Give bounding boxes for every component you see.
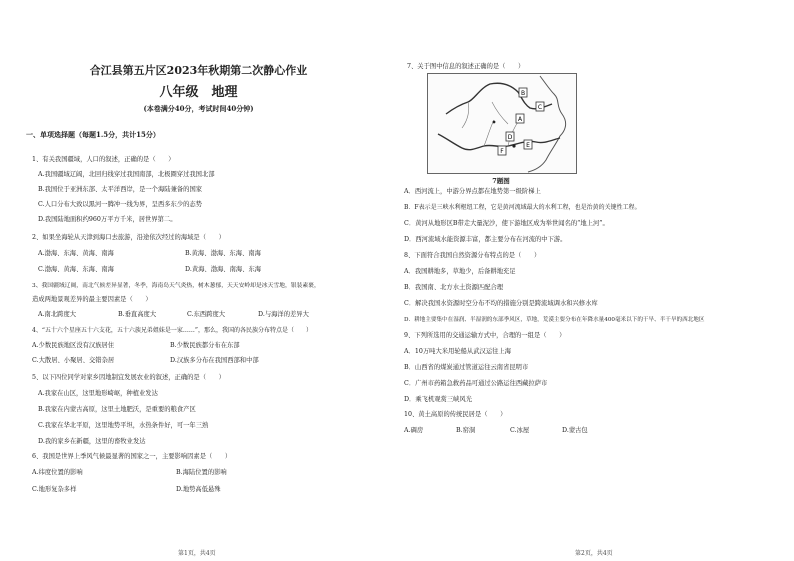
option-10a: A.碉房 <box>404 427 424 434</box>
option-1d: D.我国陆地面积约960万平方千米，居世界第二。 <box>38 216 177 223</box>
option-6a: A.纬度位置的影响 <box>32 469 83 476</box>
option-2a: A.渤海、东海、黄海、南海 <box>38 250 114 257</box>
map-label-b: B <box>520 90 526 97</box>
exam-title: 合江县第五片区2023年秋期第二次静心作业 <box>89 64 308 77</box>
page-footer-2: 第2页，共4页 <box>575 550 613 557</box>
option-5b: B.我家在内蒙古高原，这里土地肥沃，是重要的粮食产区 <box>38 406 196 413</box>
option-9d: D．乘飞机观赏三峡风光 <box>404 396 473 403</box>
option-3a: A.南北跨度大 <box>38 311 77 318</box>
option-8b: B．我国南、北方水土资源匹配合理 <box>404 284 504 291</box>
option-4b: B.少数民族都分布在东部 <box>170 342 240 349</box>
option-9a: A．10万吨大米用轮船从武汉运往上海 <box>404 348 512 355</box>
page-footer-1: 第1页，共4页 <box>178 550 216 557</box>
option-9b: B．山西省的煤炭通过管道运往云南省昆明市 <box>404 364 529 371</box>
question-2: 2、如果坐海轮从天津到海口去旅游，沿途依次经过的海域是（ ） <box>32 234 225 241</box>
river-map-figure <box>427 73 577 174</box>
option-10c: C.冰屋 <box>510 427 530 434</box>
map-label-c: C <box>537 104 543 111</box>
option-2c: C.渤海、黄海、东海、南海 <box>38 266 114 273</box>
option-2b: B.黄海、渤海、东海、南海 <box>185 250 261 257</box>
question-4: 4、“五十六个星座五十六支花，五十六族兄弟姐妹是一家……”，那么，我国的各民族分布特点是（ ） <box>32 327 312 334</box>
option-8a: A．我国耕地多，草地少，后备耕地充足 <box>404 268 516 275</box>
question-5: 5、以下四位同学对家乡因地制宜发展农业的叙述，正确的是（ ） <box>32 374 225 381</box>
option-3b: B.垂直高度大 <box>118 311 157 318</box>
option-5d: D.我的家乡在新疆，这里的畜牧业发达 <box>38 438 146 445</box>
map-caption: 7题图 <box>492 177 510 185</box>
option-5c: C.我家在华北平原，这里地势平坦，水热条件好，可一年三熟 <box>38 422 209 429</box>
option-7d: D．西河流域水能资源丰富，都主要分布在河流的中下游。 <box>404 236 567 243</box>
question-9: 9、下列所选用的交通运输方式中，合理的一组是（ ） <box>404 332 566 339</box>
option-1b: B.我国位于亚洲东部、太平洋西岸，是一个海陆兼备的国家 <box>38 186 203 193</box>
option-7b: B．F表示是三峡水利枢纽工程，它是黄河流域最大的水利工程，也是治黄的关键性工程。 <box>404 204 641 211</box>
option-4c: C.大散居、小聚居、交错杂居 <box>32 357 115 364</box>
question-1: 1、有关我国疆域，人口的叙述，正确的是（ ） <box>32 156 175 163</box>
option-4d: D.汉族多分布在我国西部和中部 <box>170 357 259 364</box>
map-label-f: F <box>500 148 504 155</box>
option-3d: D.与海洋的差异大 <box>258 311 309 318</box>
question-6: 6、我国是世界上季风气候最显著的国家之一，主要影响因素是（ ） <box>32 453 232 460</box>
option-9c: C．广州市药箱急救药品可通过公路运往西藏拉萨市 <box>404 380 548 387</box>
option-5a: A.我家在山区，这里地形崎岖，种植业发达 <box>38 390 158 397</box>
option-1c: C.人口分布大致以黑河一腾冲一线为界，呈西多东少的态势 <box>38 201 203 208</box>
option-7a: A．西河流上，中游分界点都在地势第一级阶梯上 <box>404 188 541 195</box>
question-8: 8、下面符合我国自然资源分布特点的是（ ） <box>404 252 541 259</box>
option-7c: C．黄河从地形区B带走大量泥沙，使下游地区成为举世闻名的“地上河”。 <box>404 220 609 227</box>
option-6c: C.地形复杂多样 <box>32 486 77 493</box>
option-6d: D.地势高低悬殊 <box>176 486 221 493</box>
map-label-a: A <box>517 116 523 123</box>
map-label-e: E <box>526 142 530 149</box>
question-3-cont: 造成两地景观差异的最主要因素是（ ） <box>32 296 152 303</box>
option-10d: D.蒙古包 <box>562 427 588 434</box>
exam-note: (本卷满分40分，考试时间40分钟) <box>143 104 254 113</box>
option-3c: C.东西跨度大 <box>187 311 226 318</box>
question-10: 10、黄土高原的传统民居是（ ） <box>404 411 507 418</box>
option-10b: B.窑洞 <box>456 427 476 434</box>
question-7: 7、关于图中信息的叙述正确的是（ ） <box>407 63 525 70</box>
option-2d: D.黄海、渤海、南海、东海 <box>185 266 262 273</box>
option-4a: A.少数民族地区没有汉族居住 <box>32 342 115 349</box>
map-label-d: D <box>507 134 513 141</box>
section-heading: 一、单项选择题（每题1.5分，共计15分） <box>26 130 160 139</box>
exam-subtitle: 八年级 地理 <box>159 85 238 100</box>
question-3: 3、我国疆域辽阔，南北气候差异显著，冬季，海南岛天气炎热，树木葱郁，天天安岭却是冰天雪地，银装素裹， <box>32 283 320 289</box>
option-6b: B.海陆位置的影响 <box>176 469 227 476</box>
option-1a: A.我国疆域辽阔，北回归线穿过我国南部，北极圈穿过我国北部 <box>38 171 215 178</box>
option-8d: D．耕地主要集中在湿润、半湿润的东部季风区，草地，荒漠主要分布在年降水量400毫米以下的干旱、半干旱的西北地区 <box>404 317 705 323</box>
option-8c: C．解决我国水资源时空分布不均的措施分别是跨流域调水和兴修水库 <box>404 300 598 307</box>
river-map-svg <box>428 74 576 173</box>
